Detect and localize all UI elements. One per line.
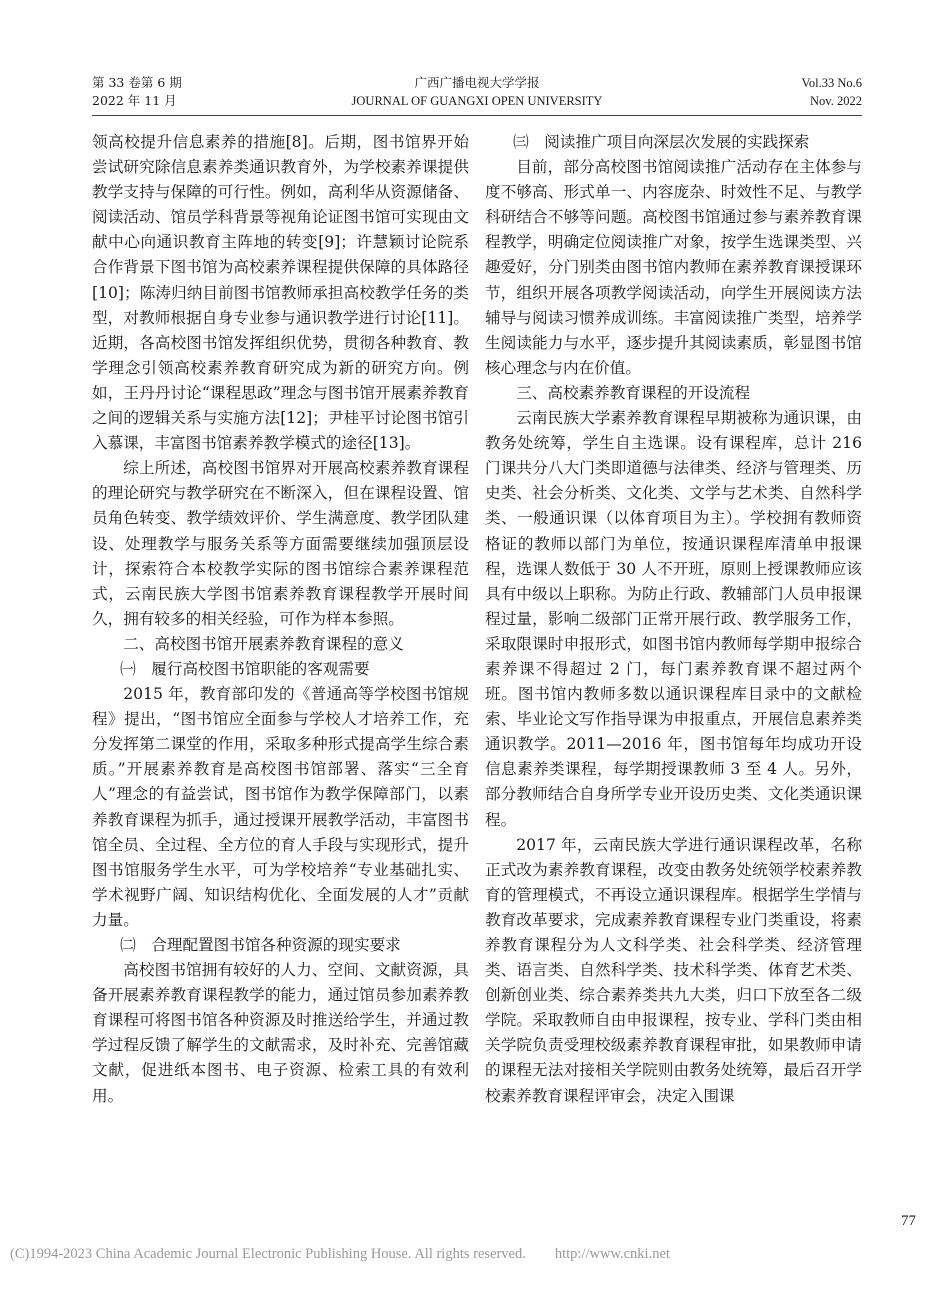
issue-date-en: Nov. 2022: [810, 94, 862, 108]
paragraph: 目前，部分高校图书馆阅读推广活动存在主体参与度不够高、形式单一、内容庞杂、时效性不足、与教学科研结合不够等问题。高校图书馆通过参与素养教育课程教学，明确定位阅读推广对象，按学生选课类型、兴趣爱好，分门别类由图书馆内教师在素养教育课授课环节，组织开展各项教学阅读活动，向学生开展阅读方法辅导与阅读习惯养成训练。丰富阅读推广类型，培养学生阅读能力与水平，逐步提升其阅读素质，彰显图书馆核心理念与内在价值。: [485, 158, 862, 377]
paragraph: 高校图书馆拥有较好的人力、空间、文献资源，具备开展素养教育课程教学的能力，通过馆员参加素养教育课程可将图书馆各种资源及时推送给学生，并通过教学过程反馈了解学生的文献需求，及时补充、完善馆藏文献，促进纸本图书、电子资源、检索工具的有效利用。: [92, 961, 469, 1105]
right-column: [485, 130, 862, 1109]
page-number: 77: [901, 1213, 916, 1229]
issue-date-cn: 2022 年 11 月: [92, 93, 177, 108]
paragraph: 2017 年，云南民族大学进行通识课程改革，名称正式改为素养教育课程，改变由教务处统领学校素养教育的管理模式，不再设立通识课程库。根据学生学情与教育改革要求，完成素养教育课程专业门类重设，将素养教育课程分为人文科学类、社会科学类、经济管理类、语言类、自然科学类、技术科学类、体育艺术类、创新创业类、综合素养类共九大类，归口下放至各二级学院。采取教师自由申报课程，按专业、学科门类由相关学院负责受理校级素养教育课程审批，如果教师申请的课程无法对接相关学院则由教务处统筹，最后召开学校素养教育课程评审会，决定入围课: [485, 835, 862, 1105]
copyright-footer: (C)1994-2023 China Academic Journal Electronic Publishing House. All rights reserved. http://www.cnki.net: [10, 1246, 670, 1262]
journal-title-cn: 广西广播电视大学学报: [414, 76, 540, 90]
paragraph: 2015 年，教育部印发的《普通高等学校图书馆规程》提出，“图书馆应全面参与学校人才培养工作，充分发挥第二课堂的作用，采取多种形式提高学生综合素质。”开展素养教育是高校图书馆部署、落实“三全育人”理念的有益尝试，图书馆作为教学保障部门，以素养教育课程为抓手，通过授课开展教学活动，丰富图书馆全员、全过程、全方位的育人手段与实现形式，提升图书馆服务学生水平，可为学校培养“专业基础扎实、学术视野广阔、知识结构优化、全面发展的人才”贡献力量。: [92, 685, 469, 929]
paragraph: 综上所述，高校图书馆界对开展高校素养教育课程的理论研究与教学研究在不断深入，但在课程设置、馆员角色转变、教学绩效评价、学生满意度、教学团队建设、处理教学与服务关系等方面需要继续加强顶层设计，探索符合本校教学实际的图书馆综合素养课程范式，云南民族大学图书馆素养教育课程教学开展时间久，拥有较多的相关经验，可作为样本参照。: [92, 459, 469, 628]
subsection-heading: ㈠ 履行高校图书馆职能的客观需要: [120, 659, 370, 678]
left-column: [92, 130, 469, 1109]
header-center: [92, 74, 862, 110]
subsection-heading: ㈡ 合理配置图书馆各种资源的现实要求: [120, 936, 401, 954]
section-heading: 二、高校图书馆开展素养教育课程的意义: [123, 634, 404, 653]
running-header: [92, 74, 862, 114]
header-right: [801, 74, 862, 110]
header-rule: [92, 115, 862, 116]
volume-issue: 第 33 卷第 6 期: [92, 75, 182, 90]
paragraph: 云南民族大学素养教育课程早期被称为通识课，由教务处统筹，学生自主选课。设有课程库，总计 216 门课共分八大门类即道德与法律类、经济与管理类、历史类、社会分析类、文化类、文学与艺术类、自然科学类、一般通识课（以体育项目为主）。学校拥有教师资格证的教师以部门为单位，按通识课程库清单申报课程，选课人数低于 30 人不开班，原则上授课教师应该具有中级以上职称。为防止行政、教辅部门人员申报课程过量，影响二级部门正常开展行政、教学服务工作，采取限课时申报形式，如图书馆内教师每学期申报综合素养课不得超过 2 门，每门素养教育课不超过两个班。图书馆内教师多数以通识课程库目录中的文献检索、毕业论文写作指导课为申报重点，开展信息素养类通识教学。2011—2016 年，图书馆每年均成功开设信息素养类课程，每学期授课教师 3 至 4 人。另外，部分教师结合自身所学专业开设历史类、文化类通识课程。: [485, 409, 862, 829]
paragraph: 领高校提升信息素养的措施[8]。后期，图书馆界开始尝试研究除信息素养类通识教育外，为学校素养课提供教学支持与保障的可行性。例如，高利华从资源储备、阅读活动、馆员学科背景等视角论证图书馆可实现由文献中心向通识教育主阵地的转变[9]；许慧颖讨论院系合作背景下图书馆为高校素养课程提供保障的具体路径[10]；陈涛归纳目前图书馆教师承担高校教学任务的类型，对教师根据自身专业参与通识教学进行讨论[11]。近期，各高校图书馆发挥组织优势，贯彻各种教育、教学理念引领高校素养教育研究成为新的研究方向。例如，王丹丹讨论“课程思政”理念与图书馆开展素养教育之间的逻辑关系与实施方法[12]；尹桂平讨论图书馆引入慕课，丰富图书馆素养教学模式的途径[13]。: [92, 133, 469, 453]
subsection-heading: ㈢ 阅读推广项目向深层次发展的实践探索: [513, 133, 810, 151]
journal-title-en: JOURNAL OF GUANGXI OPEN UNIVERSITY: [351, 94, 603, 108]
section-heading: 三、高校素养教育课程的开设流程: [516, 383, 751, 402]
volume-en: Vol.33 No.6: [801, 76, 862, 90]
